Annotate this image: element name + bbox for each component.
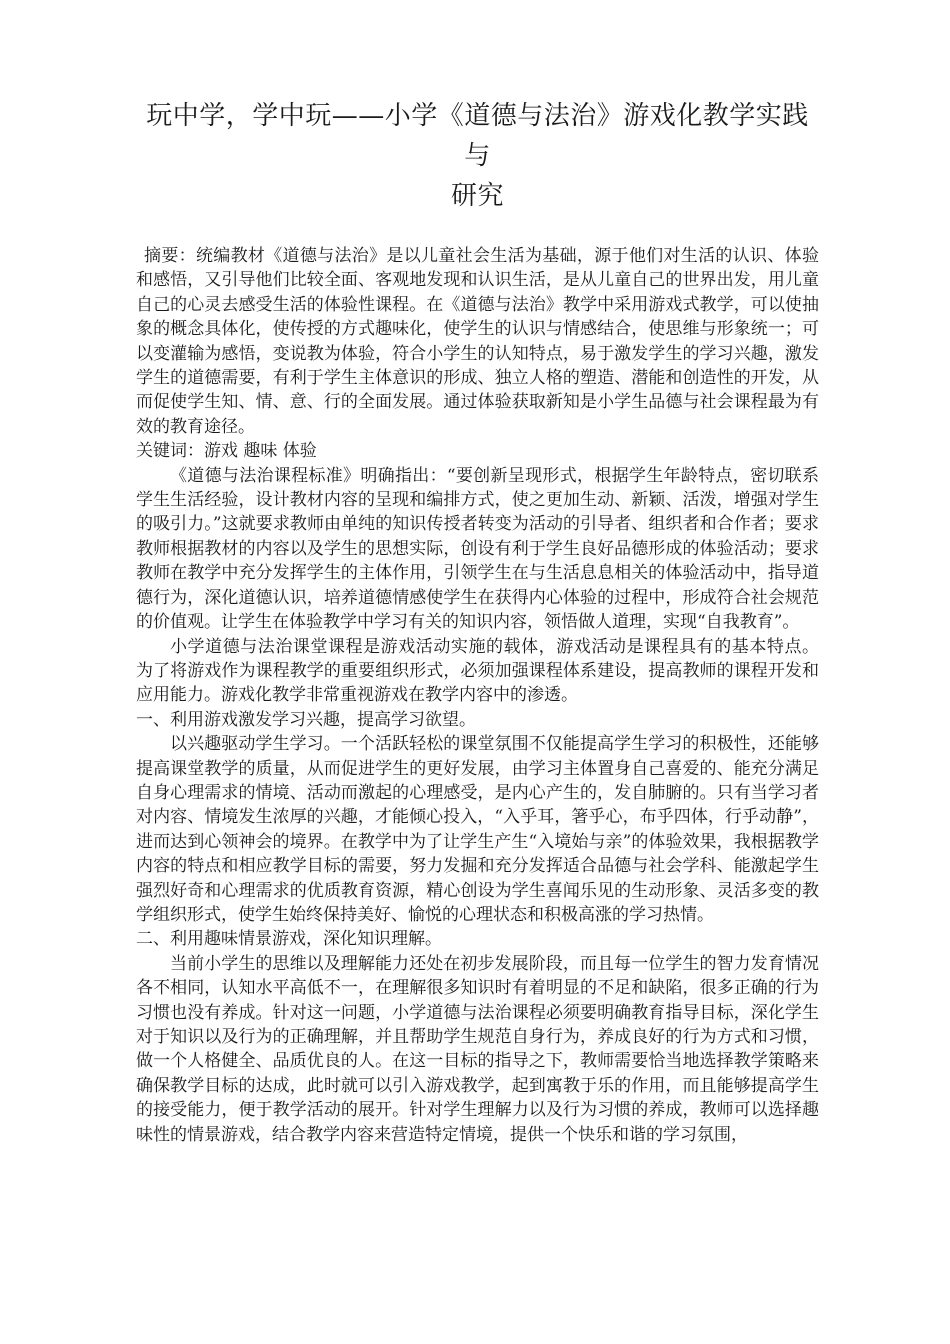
body-paragraph-2: 小学道德与法治课堂课程是游戏活动实施的载体，游戏活动是课程具有的基本特点。 为了将游戏作为课程教学的重要组织形式，必须加强课程体系建设，提高教师的课程开发和应用能力。游戏化教学非常重视游戏在教学内容中的渗透。 [136, 636, 819, 706]
title-line-1: 玩中学，学中玩——小学《道德与法治》游戏化教学实践与 [146, 101, 809, 171]
keywords-line: 关键词：游戏 趣味 体验 [136, 441, 317, 462]
document-page [136, 96, 819, 1147]
body-paragraph-4: 当前小学生的思维以及理解能力还处在初步发展阶段，而且每一位学生的智力发育情况各不相同，认知水平高低不一，在理解很多知识时有着明显的不足和缺陷，很多正确的行为习惯也没有养成。针对这一问题，小学道德与法治课程必须要明确教育指导目标，深化学生对于知识以及行为的正确理解，并且帮助学生规范自身行为，养成良好的行为方式和习惯，做一个人格健全、品质优良的人。在这一目标的指导之下，教师需要恰当地选择教学策略来确保教学目标的达成，此时就可以引入游戏教学，起到寓教于乐的作用，而且能够提高学生的接受能力，便于教学活动的展开。针对学生理解力以及行为习惯的养成，教师可以选择趣味性的情景游戏，结合教学内容来营造特定情境，提供一个快乐和谐的学习氛围， [136, 953, 819, 1145]
section-heading-1: 一、利用游戏激发学习兴趣，提高学习欲望。 [136, 709, 476, 730]
document-body [136, 244, 819, 1147]
body-paragraph-3: 以兴趣驱动学生学习。一个活跃轻松的课堂氛围不仅能提高学生学习的积极性，还能够提高课堂教学的质量，从而促进学生的更好发展，由学习主体置身自己喜爱的、能充分满足自身心理需求的情境、活动而激起的心理感受，是内心产生的，发自肺腑的。只有当学习者对内容、情境发生浓厚的兴趣，才能倾心投入，“入乎耳，箸乎心，布乎四体，行乎动静”，进而达到心领神会的境界。在教学中为了让学生产生“入境始与亲”的体验效果，我根据教学内容的特点和相应教学目标的需要，努力发掘和充分发挥适合品德与社会学科、能激起学生强烈好奇和心理需求的优质教育资源，精心创设为学生喜闻乐见的生动形象、灵活多变的教学组织形式，使学生始终保持美好、愉悦的心理状态和积极高涨的学习热情。 [136, 734, 819, 925]
section-heading-2: 二、利用趣味情景游戏，深化知识理解。 [136, 929, 442, 950]
document-title [136, 96, 819, 216]
body-paragraph-1: 《道德与法治课程标准》明确指出：“要创新呈现形式，根据学生年龄特点，密切联系学生生活经验，设计教材内容的呈现和编排方式，使之更加生动、新颖、活泼，增强对学生的吸引力。”这就要求教师由单纯的知识传授者转变为活动的引导者、组织者和合作者；要求教师根据教材的内容以及学生的思想实际，创设有利于学生良好品德形成的体验活动；要求教师在教学中充分发挥学生的主体作用，引领学生在与生活息息相关的体验活动中，指导道德行为，深化道德认识，培养道德情感使学生在获得内心体验的过程中，形成符合社会规范的价值观。让学生在体验教学中学习有关的知识内容，领悟做人道理，实现“自我教育”。 [136, 465, 819, 633]
abstract-paragraph: 摘要：统编教材《道德与法治》是以儿童社会生活为基础，源于他们对生活的认识、体验和感悟，又引导他们比较全面、客观地发现和认识生活，是从儿童自己的世界出发，用儿童自己的心灵去感受生活的体验性课程。在《道德与法治》教学中采用游戏式教学，可以使抽象的概念具体化，使传授的方式趣味化，使学生的认识与情感结合，使思维与形象统一；可以变灌输为感悟，变说教为体验，符合小学生的认知特点，易于激发学生的学习兴趣，激发学生的道德需要，有利于学生主体意识的形成、独立人格的塑造、潜能和创造性的开发，从而促使学生知、情、意、行的全面发展。通过体验获取新知是小学生品德与社会课程最为有效的教育途径。 [136, 246, 819, 437]
title-line-2: 研究 [450, 181, 504, 211]
